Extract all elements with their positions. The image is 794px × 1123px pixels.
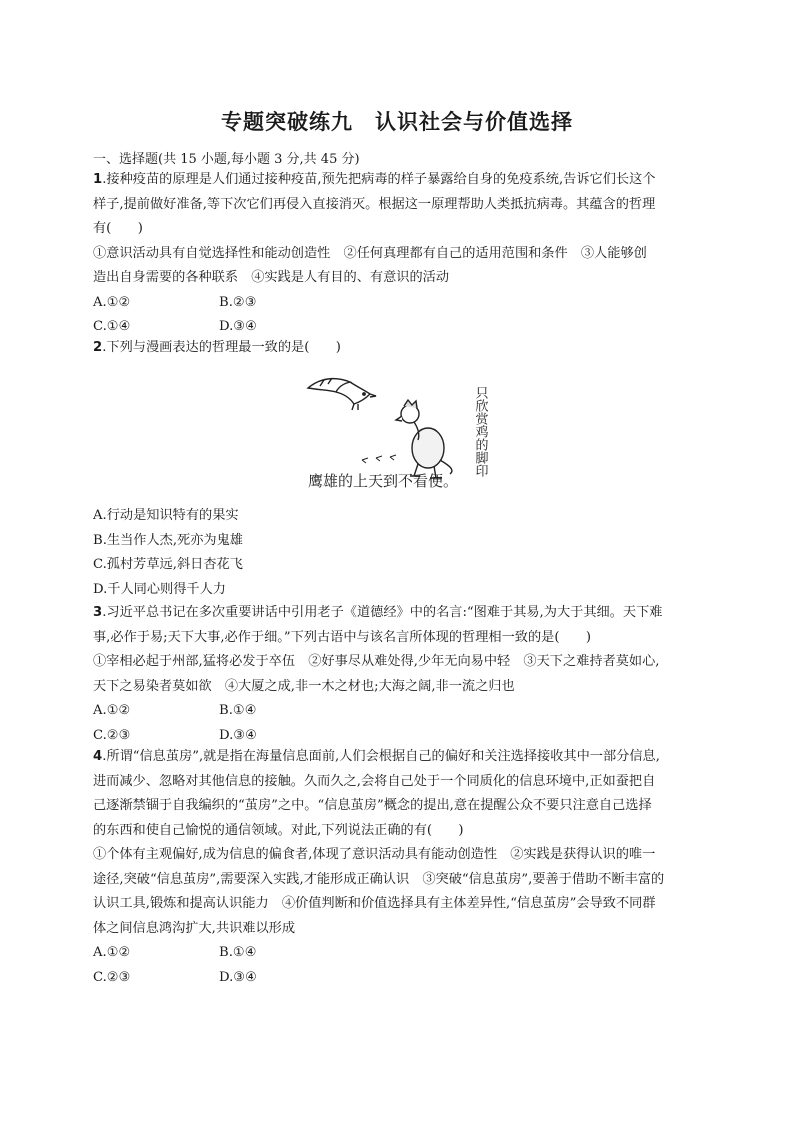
option-row [93,966,699,991]
question-stem: .习近平总书记在多次重要讲话中引用老子《道德经》中的名言:“图难于其易,为大于其细。天下难 [102,605,663,620]
option-d: D.千人同心则得千人力 [93,581,226,597]
question-stem: .所谓“信息茧房”,就是指在海量信息面前,人们会根据自己的偏好和关注选择接收其中一部分信息, [102,749,660,764]
question-1 [93,168,699,340]
question-stem: 有( ) [93,221,143,236]
option-a: A.行动是知识特有的果实 [93,508,239,523]
comic-illustration [300,368,500,493]
option-d: D.③④ [219,727,257,743]
option-a: A.①② [93,703,131,718]
statement-line: 途径,突破“信息茧房”,需要深入实践,才能形成正确认识 ③突破“信息茧房”,要善于借助不断丰富的 [93,871,665,887]
statement-line: 体之间信息鸿沟扩大,共识难以形成 [93,920,296,936]
question-number: 3 [93,605,103,620]
question-stem: 的东西和使自己愉悦的通信领域。对此,下列说法正确的有( ) [93,822,464,838]
comic-caption: 鹰雄的上天到不看便。 [308,472,459,490]
question-stem: 己逐渐禁锢于自我编织的“茧房”之中。“信息茧房”概念的提出,意在提醒公众不要只注意自己选择 [93,798,652,813]
statement-line: 天下之易染者莫如欲 ④大厦之成,非一木之材也;大海之阔,非一流之归也 [93,678,515,694]
option-b: B.②③ [219,294,257,310]
option-b: B.①④ [219,703,257,718]
question-4 [93,745,699,990]
statement-line: ①宰相必起于州部,猛将必发于卒伍 ②好事尽从难处得,少年无向易中轻 ③天下之难持者莫如心, [93,654,660,669]
question-number: 1 [93,172,103,187]
statement-line: ①意识活动具有自觉选择性和能动创造性 ②任何真理都有自己的适用范围和条件 ③人能够创 [93,245,647,261]
option-row [93,941,699,966]
option-d: D.③④ [219,319,257,334]
option-row [93,291,699,316]
option-c: C.①④ [93,319,131,334]
option-c: C.孤村芳草远,斜日杏花飞 [93,557,243,572]
question-number: 2 [93,340,103,355]
statement-line: 认识工具,锻炼和提高认识能力 ④价值判断和价值选择具有主体差异性,“信息茧房”会导致不同群 [93,896,656,911]
section-heading: 一、选择题(共 15 小题,每小题 3 分,共 45 分) [93,152,360,167]
question-stem: .接种疫苗的原理是人们通过接种疫苗,预先把病毒的样子暴露给自身的免疫系统,告诉它们长这个 [102,172,656,187]
footprint-arrows [362,455,396,463]
page-title: 专题突破练九 认识社会与价值选择 [221,110,573,134]
question-2-options [93,504,699,602]
eagle-drawing [308,378,376,410]
question-number: 4 [93,749,103,764]
option-b: B.生当作人杰,死亦为鬼雄 [93,532,243,548]
question-stem: 进而减少、忽略对其他信息的接触。久而久之,会将自己处于一个同质化的信息环境中,正如蚕把自 [93,773,656,789]
option-d: D.③④ [219,969,257,985]
question-3 [93,601,699,748]
option-a: A.①② [93,294,131,310]
option-row [93,699,699,724]
question-2 [93,336,699,361]
question-stem: .下列与漫画表达的哲理最一致的是( ) [102,340,341,355]
option-c: C.②③ [93,727,131,743]
option-b: B.①④ [219,945,257,960]
statement-line: 造出自身需要的各种联系 ④实践是人有目的、有意识的活动 [93,270,450,285]
statement-line: ①个体有主观偏好,成为信息的偏食者,体现了意识活动具有能动创造性 ②实践是获得认识的唯一 [93,847,656,862]
question-stem: 事,必作于易;天下大事,必作于细。”下列古语中与该名言所体现的哲理相一致的是( ) [93,629,592,645]
question-stem: 样子,提前做好准备,等下次它们再侵入直接消灭。根据这一原理帮助人类抵抗病毒。其蕴含的哲理 [93,196,656,212]
option-c: C.②③ [93,969,131,985]
chicken-drawing [396,400,452,478]
option-a: A.①② [93,945,131,960]
comic-side-text: 只欣赏鸡的脚印 [472,386,488,477]
